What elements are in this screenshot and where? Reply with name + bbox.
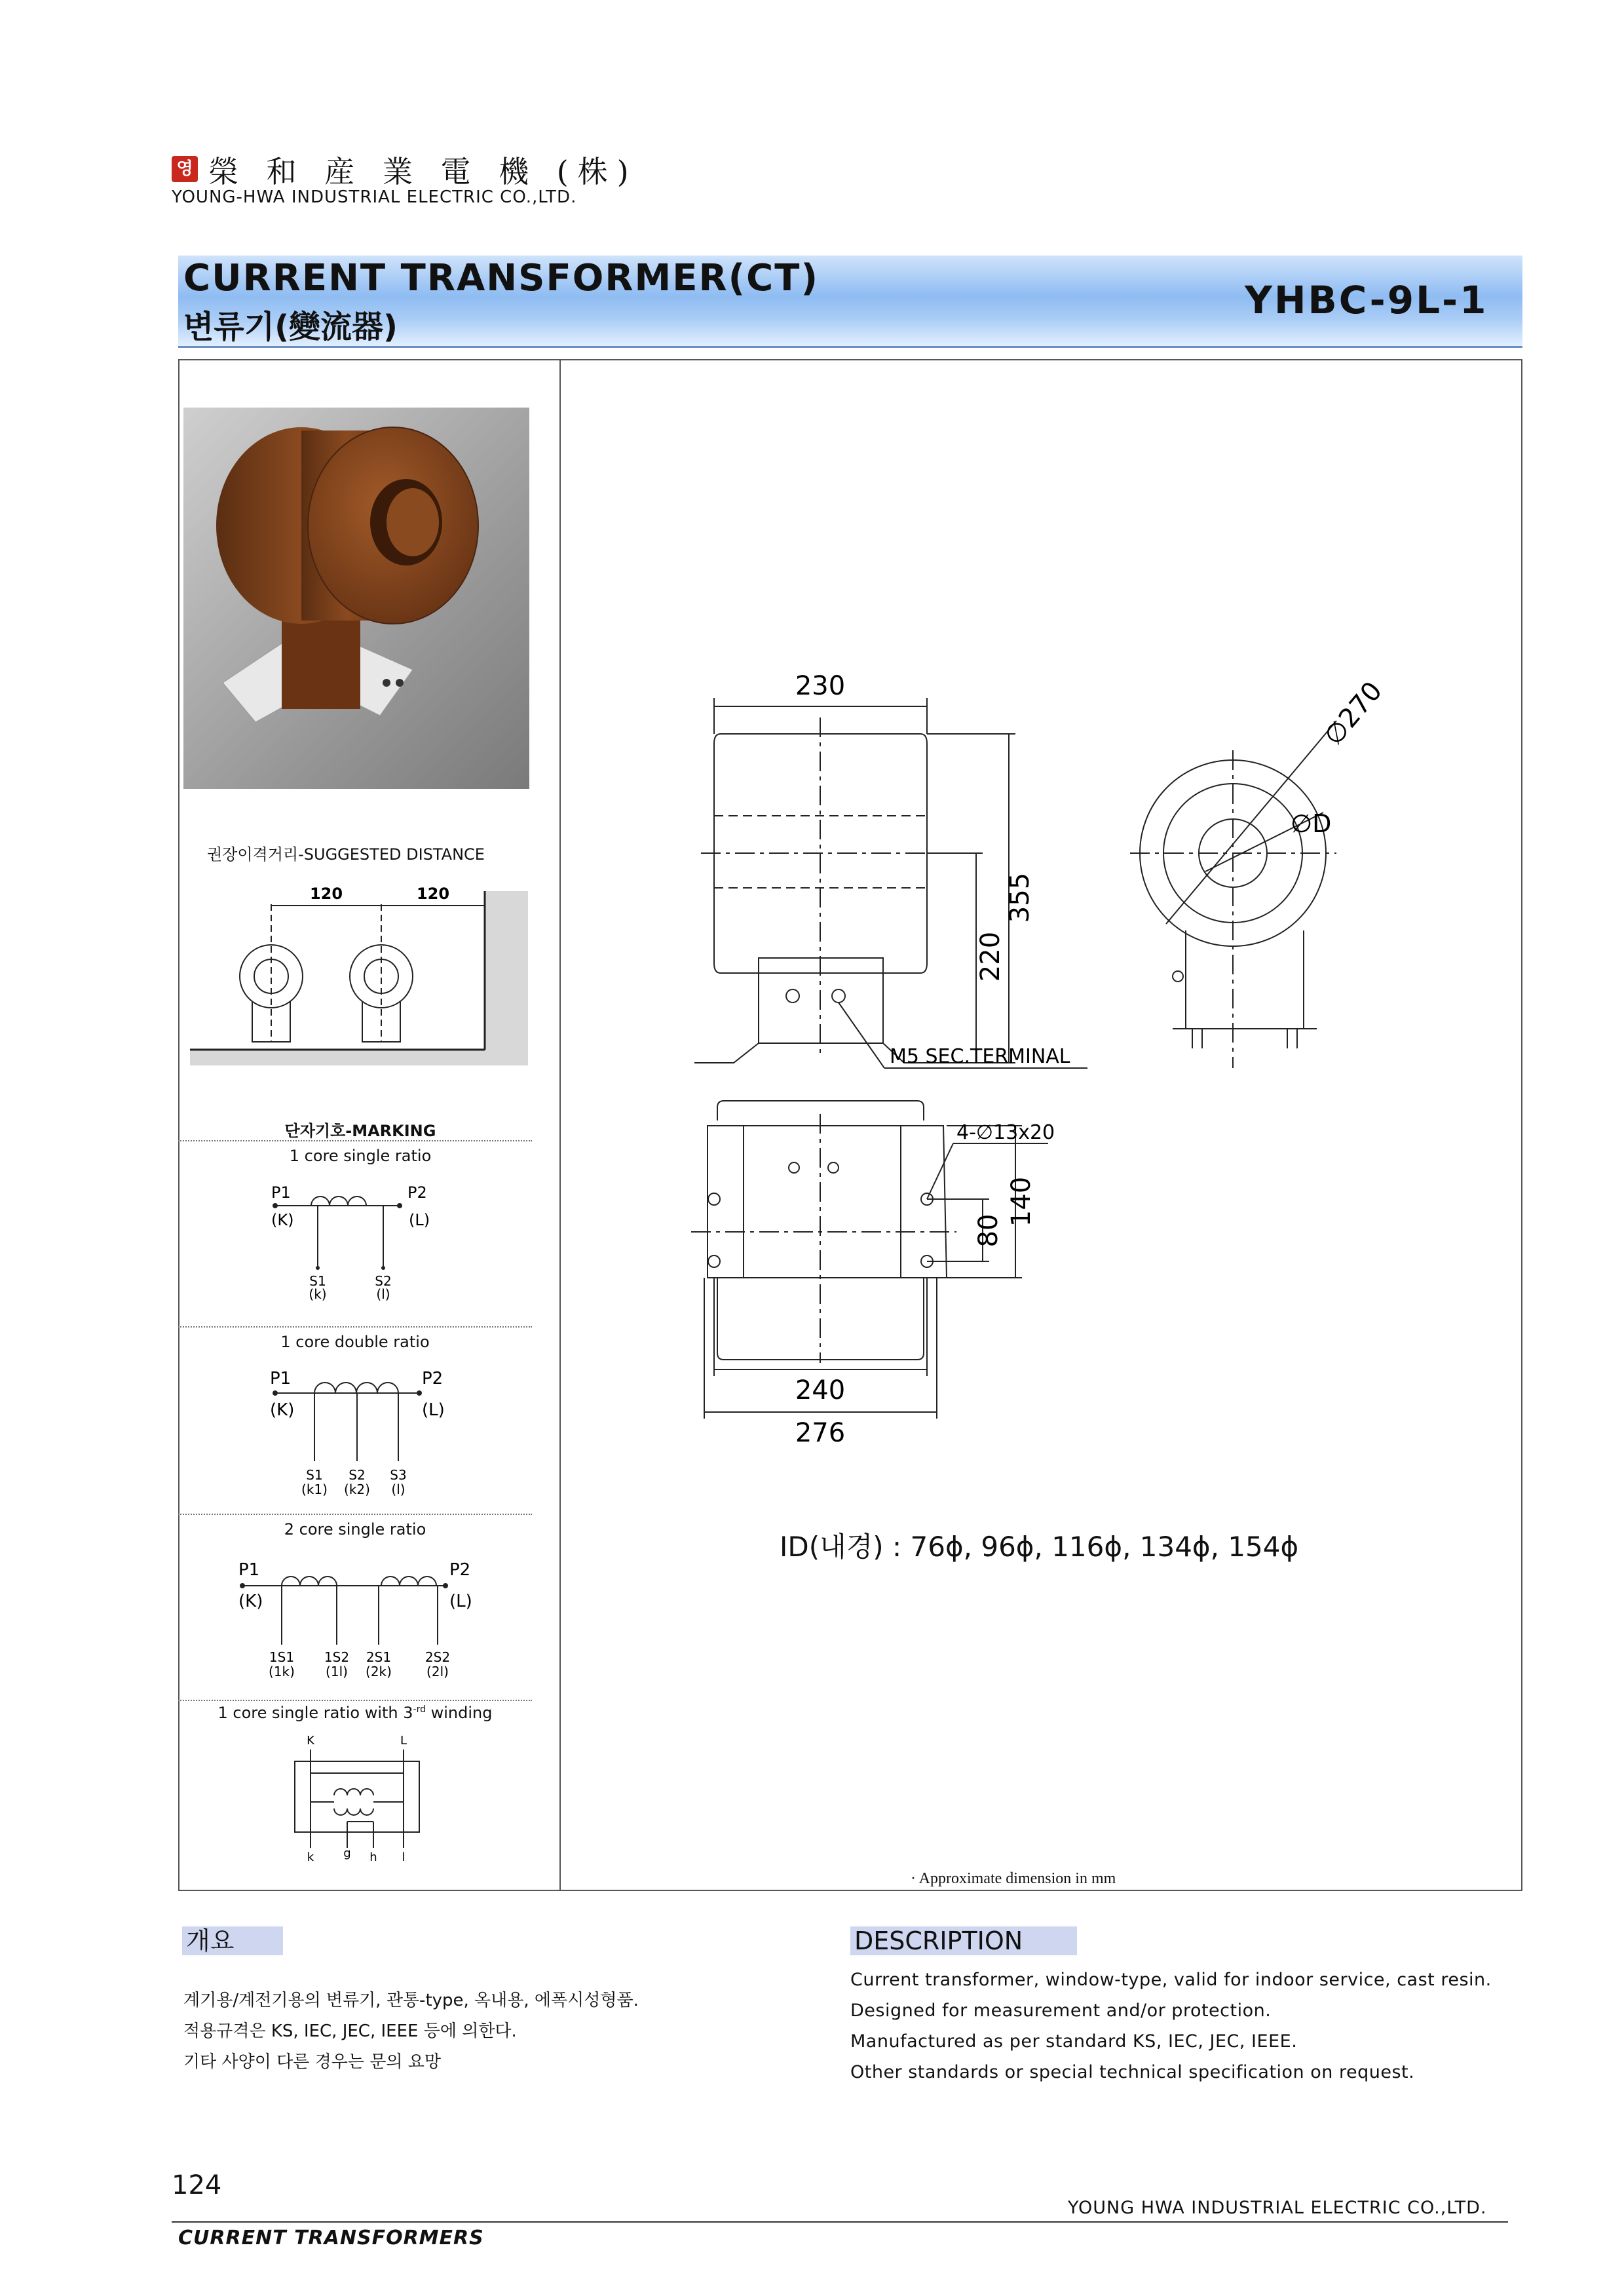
product-title-en: CURRENT TRANSFORMER(CT): [183, 257, 820, 299]
m2-t2: S2: [349, 1467, 366, 1483]
m4-title-prefix: 1 core single ratio with 3: [217, 1704, 413, 1722]
m3-t3: 2S1: [366, 1649, 392, 1665]
m1-s1: (k): [309, 1286, 327, 1302]
m1-l: (L): [409, 1211, 430, 1229]
m3-t4: 2S2: [425, 1649, 451, 1665]
marking-2-diagram: [262, 1363, 459, 1501]
m1-k: (K): [271, 1211, 294, 1229]
marking-1-diagram: [262, 1179, 445, 1304]
marking-divider: [178, 1140, 532, 1141]
page-number: 124: [172, 2170, 222, 2200]
m2-l: (L): [422, 1400, 445, 1420]
description-line-3: Manufactured as per standard KS, IEC, JEC, IEEE.: [850, 2031, 1298, 2052]
dim-276: 276: [795, 1418, 846, 1448]
marking-label: 단자기호-MARKING: [284, 1122, 436, 1140]
description-line-1: Current transformer, window-type, valid for indoor service, cast resin.: [850, 1970, 1492, 1990]
m4-bot-l: l: [402, 1850, 406, 1864]
dim-220: 220: [975, 931, 1006, 982]
company-logo: 영: [172, 156, 198, 182]
dim-140: 140: [1006, 1176, 1036, 1227]
dim-240: 240: [795, 1375, 846, 1406]
m3-p1: P1: [238, 1560, 260, 1580]
marking-1-title: 1 core single ratio: [289, 1147, 432, 1165]
marking-3-title: 2 core single ratio: [284, 1520, 426, 1539]
m3-t1: 1S1: [269, 1649, 295, 1665]
m3-s1: (1k): [269, 1664, 295, 1679]
m4-top-l: L: [400, 1734, 407, 1748]
m2-t1: S1: [306, 1467, 323, 1483]
m1-t1: S1: [309, 1273, 326, 1289]
m2-s1: (k1): [301, 1482, 328, 1497]
marking-2-title: 1 core double ratio: [280, 1333, 430, 1351]
dim-230: 230: [795, 671, 846, 701]
m2-p2: P2: [422, 1369, 444, 1388]
panel-divider: [559, 359, 561, 1891]
m1-p1: P1: [271, 1183, 291, 1202]
m4-bot-g: g: [343, 1846, 351, 1860]
company-name-en: YOUNG-HWA INDUSTRIAL ELECTRIC CO.,LTD.: [172, 187, 577, 207]
m4-bot-h: h: [369, 1850, 377, 1864]
footer-rule: [172, 2221, 1508, 2223]
description-line-4: Other standards or special technical specification on request.: [850, 2062, 1415, 2082]
approx-note: · Approximate dimension in mm: [911, 1870, 1116, 1887]
m1-t2: S2: [375, 1273, 392, 1289]
overview-heading: 개요: [182, 1926, 283, 1955]
dim-inner-dia: ∅D: [1291, 809, 1332, 838]
m4-title-suffix: winding: [425, 1704, 493, 1722]
marking-3-diagram: [229, 1553, 491, 1684]
m2-p1: P1: [270, 1369, 292, 1388]
description-text: [850, 1964, 1492, 2088]
distance-2: 120: [416, 885, 450, 903]
distance-1: 120: [309, 885, 343, 903]
m3-s3: (2k): [366, 1664, 392, 1679]
marking-divider: [178, 1514, 532, 1515]
m3-t2: 1S2: [324, 1649, 350, 1665]
m2-s3: (l): [391, 1482, 406, 1497]
description-line-2: Designed for measurement and/or protection.: [850, 2000, 1272, 2021]
dimension-drawing: [681, 655, 1428, 1481]
m2-s2: (k2): [344, 1482, 370, 1497]
overview-line-3: 기타 사양이 다른 경우는 문의 요망: [183, 2052, 441, 2072]
m1-p2: P2: [407, 1183, 427, 1202]
m3-p2: P2: [449, 1560, 471, 1580]
suggested-distance-label: 권장이격거리-SUGGESTED DISTANCE: [207, 845, 485, 864]
description-heading: DESCRIPTION: [850, 1926, 1077, 1955]
footer-company: YOUNG HWA INDUSTRIAL ELECTRIC CO.,LTD.: [1068, 2198, 1487, 2218]
dim-355: 355: [1005, 872, 1035, 923]
suggested-distance-figure: [183, 878, 537, 1075]
dim-80: 80: [973, 1214, 1004, 1248]
m3-s2: (1l): [326, 1664, 348, 1679]
m4-title-sup: -rd: [413, 1704, 426, 1715]
company-name-kr: 榮 和 産 業 電 機 (株): [208, 154, 638, 189]
marking-divider: [178, 1326, 532, 1328]
dim-outer-dia: ∅270: [1318, 676, 1389, 752]
m3-k: (K): [238, 1592, 263, 1611]
m3-s4: (2l): [426, 1664, 449, 1679]
marking-4-title: [178, 1704, 532, 1722]
hole-label: 4-∅13x20: [956, 1121, 1055, 1144]
m4-bot-k: k: [307, 1850, 314, 1864]
terminal-label: M5 SEC.TERMINAL: [890, 1045, 1070, 1068]
m3-l: (L): [449, 1592, 472, 1611]
marking-4-diagram: [282, 1730, 432, 1874]
overview-line-2: 적용규격은 KS, IEC, JEC, IEEE 등에 의한다.: [183, 2021, 517, 2041]
overview-text: [183, 1985, 639, 2078]
m4-top-k: K: [307, 1734, 314, 1748]
overview-line-1: 계기용/계전기용의 변류기, 관통-type, 옥내용, 에폭시성형품.: [183, 1991, 639, 2010]
marking-divider: [178, 1700, 532, 1701]
m2-t3: S3: [390, 1467, 407, 1483]
model-number: YHBC-9L-1: [1245, 278, 1488, 322]
product-photo: [183, 408, 529, 789]
m2-k: (K): [270, 1400, 295, 1420]
footer-section: CURRENT TRANSFORMERS: [178, 2227, 484, 2249]
m1-s2: (l): [376, 1286, 390, 1302]
inner-diameter-options: ID(내경) : 76ϕ, 96ϕ, 116ϕ, 134ϕ, 154ϕ: [780, 1531, 1299, 1563]
transformer-render: [183, 408, 529, 789]
product-title-kr: 변류기(變流器): [183, 309, 398, 345]
